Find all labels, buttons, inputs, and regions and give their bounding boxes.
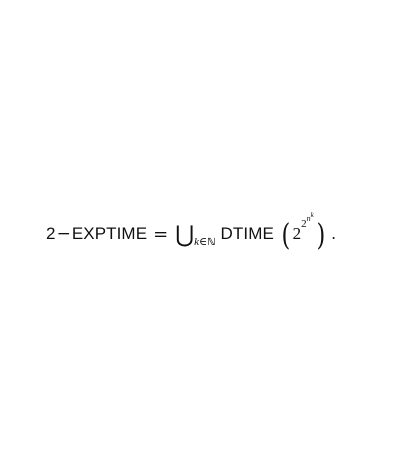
exponent-base: 2	[301, 218, 307, 230]
rhs-class-name: DTIME	[220, 224, 274, 243]
natural-numbers-symbol: ℕ	[207, 236, 216, 248]
subscript-variable: k	[194, 235, 199, 248]
tower-exponent	[301, 211, 314, 230]
close-paren: )	[316, 218, 326, 253]
equals-sign: =	[153, 223, 169, 245]
complexity-class-formula	[46, 212, 336, 256]
power-tower	[292, 211, 314, 244]
exponent-variable: n	[306, 214, 311, 223]
period: .	[331, 224, 336, 243]
tower-base: 2	[292, 224, 302, 243]
lhs-number: 2	[46, 224, 56, 243]
innermost-exponent: k	[310, 211, 314, 219]
open-paren: (	[281, 218, 291, 253]
lhs-class-name: EXPTIME	[71, 224, 148, 243]
exponent-exponent	[306, 211, 314, 223]
big-union-symbol: ⋃	[175, 221, 195, 248]
element-of-symbol: ∈	[199, 235, 208, 248]
minus-sign: −	[56, 224, 71, 244]
union-subscript	[194, 235, 215, 248]
